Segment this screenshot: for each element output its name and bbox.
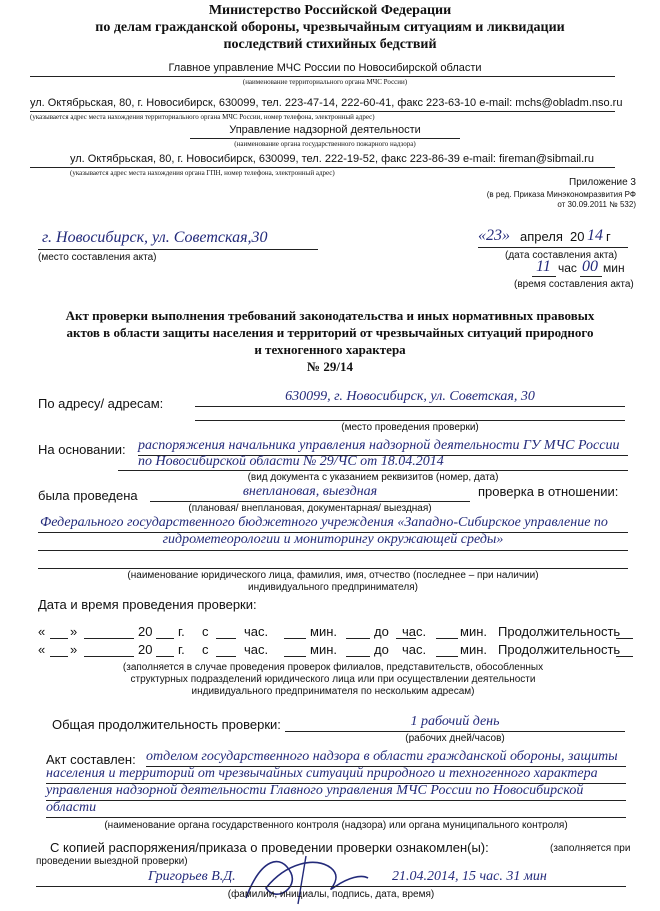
basis-caption: (вид документа с указанием реквизитов (номер, дата) <box>247 472 499 483</box>
datetime-row-1 <box>38 624 633 642</box>
entity-line1: Федерального государственного бюджетного учреждения «Западно-Сибирское управление по <box>40 515 608 530</box>
composed-line1: отделом государственного надзора в области гражданской обороны, защиты <box>146 749 618 764</box>
composed-label: Акт составлен: <box>46 752 136 767</box>
appendix-line1: Приложение 3 <box>569 177 636 188</box>
address-value: 630099, г. Новосибирск, ул. Советская, 30 <box>285 389 535 404</box>
date-year-suffix: 14 <box>587 227 603 244</box>
org1-address-caption: (указывается адрес места нахождения территориального органа МЧС России, номер телефона, электронный адрес) <box>30 113 375 121</box>
date-year-prefix: 20 <box>570 229 585 244</box>
copy-text: С копией распоряжения/приказа о проведении проверки ознакомлен(ы): <box>50 840 489 855</box>
time-minute: 00 <box>582 258 598 275</box>
date-month: апреля <box>520 229 563 244</box>
date-caption: (дата составления акта) <box>505 250 618 261</box>
title-line2: актов в области защиты населения и территорий от чрезвычайных ситуаций природного <box>66 325 594 340</box>
title-line3: и техногенного характера <box>254 342 406 357</box>
time-minute-label: мин <box>603 261 625 275</box>
org2-name: Управление надзорной деятельности <box>229 124 421 136</box>
org2-address: ул. Октябрьская, 80, г. Новосибирск, 630099, тел. 222-19-52, факс 223-86-39 e-mail: fireman@sibmail.ru <box>70 153 594 165</box>
row2-g: г. <box>178 642 185 657</box>
row2-year-prefix: 20 <box>138 642 153 657</box>
row2-do: до <box>374 642 389 657</box>
row1-duration: Продолжительность <box>498 624 621 639</box>
total-caption: (рабочих дней/часов) <box>405 733 505 744</box>
composed-line3: управления надзорной деятельности Главного управления МЧС России по Новосибирской <box>46 783 584 798</box>
datetime-caption3: индивидуального предпринимателя по нескольким адресам) <box>191 686 475 697</box>
composed-line4: области <box>46 800 97 815</box>
row2-chas: час. <box>244 642 269 657</box>
datetime-caption2: структурных подразделений юридического лица или при осуществлении деятельности <box>130 674 536 685</box>
datetime-label: Дата и время проведения проверки: <box>38 597 257 612</box>
ministry-line3: последствий стихийных бедствий <box>223 37 437 52</box>
inspection-suffix: проверка в отношении: <box>478 484 619 499</box>
copy-note2: проведении выездной проверки) <box>36 856 188 867</box>
entity-line2: гидрометеорологии и мониторингу окружающей среды» <box>162 532 504 547</box>
row1-s: с <box>202 624 209 639</box>
row2-close-quote: » <box>70 642 78 657</box>
time-hour-label: час <box>558 261 577 275</box>
appendix-line2: (в ред. Приказа Минэкономразвития РФ <box>486 190 636 199</box>
title-line1: Акт проверки выполнения требований законодательства и иных нормативных правовых <box>65 308 595 323</box>
total-value: 1 рабочий день <box>410 714 500 729</box>
copy-note: (заполняется при <box>550 843 631 854</box>
row1-min2: мин. <box>460 624 487 639</box>
datetime-caption1: (заполняется в случае проведения проверок филиалов, представительств, обособленных <box>122 662 544 673</box>
row2-chas2: час. <box>402 642 427 657</box>
org2-caption: (наименование органа государственного пожарного надзора) <box>234 140 416 148</box>
date-day: «23» <box>478 227 510 244</box>
row1-year-prefix: 20 <box>138 624 153 639</box>
row1-open-quote: « <box>38 624 46 639</box>
entity-caption2: индивидуального предпринимателя) <box>248 582 418 593</box>
row2-min: мин. <box>310 642 337 657</box>
row2-min2: мин. <box>460 642 487 657</box>
row1-chas: час. <box>244 624 269 639</box>
composed-line2: населения и территорий от чрезвычайных ситуаций природного и техногенного характера <box>46 766 598 781</box>
org1-address: ул. Октябрьская, 80, г. Новосибирск, 630099, тел. 223-47-14, 222-60-41, факс 223-63-10 e-mail: mchs@obladm.nso.ru <box>30 97 623 109</box>
row2-duration: Продолжительность <box>498 642 621 657</box>
row2-s: с <box>202 642 209 657</box>
composed-caption: (наименование органа государственного контроля (надзора) или органа муниципального контроля) <box>104 820 568 831</box>
basis-label: На основании: <box>38 442 126 457</box>
basis-value-line2: по Новосибирской области № 29/ЧС от 18.04.2014 <box>138 454 444 469</box>
copy-caption: (фамилии, инициалы, подпись, дата, время) <box>227 889 435 900</box>
time-caption: (время составления акта) <box>514 279 634 290</box>
inspection-label: была проведена <box>38 488 138 503</box>
row1-g: г. <box>178 624 185 639</box>
act-number: № 29/14 <box>307 359 353 374</box>
place-value: г. Новосибирск, ул. Советская,30 <box>42 229 268 246</box>
org1-name: Главное управление МЧС России по Новосибирской области <box>168 62 482 74</box>
org2-address-caption: (указывается адрес места нахождения органа ГПН, номер телефона, электронный адрес) <box>70 169 335 177</box>
row1-min: мин. <box>310 624 337 639</box>
copy-name: Григорьев В.Д. <box>148 869 236 884</box>
row1-close-quote: » <box>70 624 78 639</box>
org1-caption: (наименование территориального органа МЧС России) <box>242 78 408 86</box>
address-label: По адресу/ адресам: <box>38 396 164 411</box>
ministry-line2: по делам гражданской обороны, чрезвычайным ситуациям и ликвидации <box>95 20 565 35</box>
date-year-unit: г <box>606 229 611 244</box>
row2-open-quote: « <box>38 642 46 657</box>
datetime-row-2 <box>38 642 633 660</box>
basis-value-line1: распоряжения начальника управления надзорной деятельности ГУ МЧС России <box>138 438 620 453</box>
place-caption: (место составления акта) <box>38 252 157 263</box>
row1-do: до <box>374 624 389 639</box>
total-label: Общая продолжительность проверки: <box>52 717 281 732</box>
ministry-line1: Министерство Российской Федерации <box>208 3 452 18</box>
copy-datetime: 21.04.2014, 15 час. 31 мин <box>392 869 547 884</box>
time-hour: 11 <box>536 258 551 275</box>
entity-caption1: (наименование юридического лица, фамилия, имя, отчество (последнее – при наличии) <box>127 570 539 581</box>
inspection-caption: (плановая/ внеплановая, документарная/ выездная) <box>188 503 432 514</box>
appendix-line3: от 30.09.2011 № 532) <box>557 200 636 209</box>
row1-chas2: час. <box>402 624 427 639</box>
address-caption: (место проведения проверки) <box>341 422 479 433</box>
inspection-value: внеплановая, выездная <box>242 484 378 499</box>
